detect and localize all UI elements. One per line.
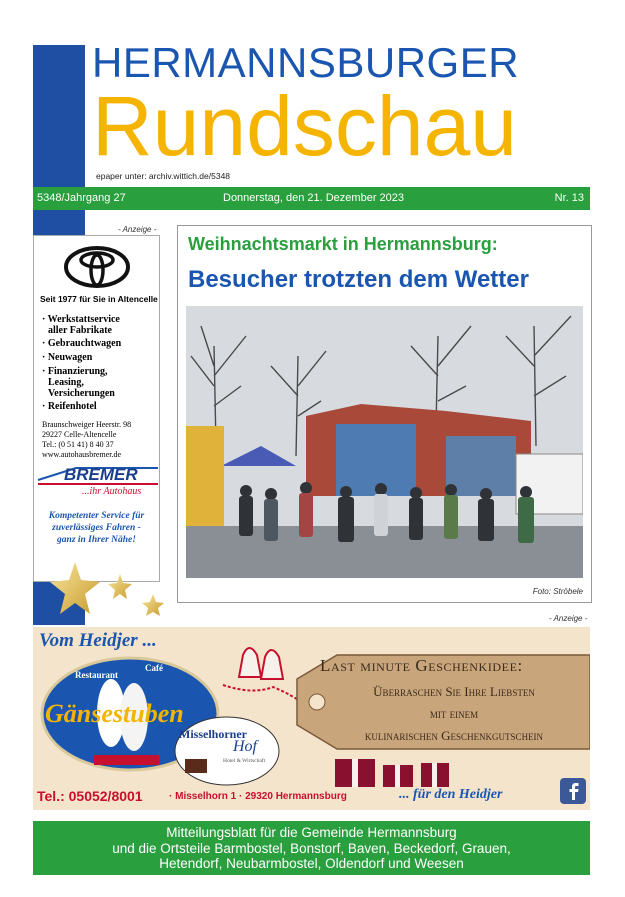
service-item: · Neuwagen [42,352,93,363]
footer-line: und die Ortsteile Barmbostel, Bonstorf, Baven, Beckedorf, Grauen, [112,840,511,856]
ad-misselhorner: Misselhorner [179,727,247,741]
ad-address: · Misselhorn 1 · 29320 Hermannsburg [169,791,347,802]
ad-autohaus-bremer[interactable] [33,235,160,582]
issue-info-bar [33,187,590,210]
issue-edition: 5348/Jahrgang 27 [37,192,126,204]
service-item: · Reifenhotel [42,401,97,412]
tag-line: kulinarischen Geschenkgutschein [364,728,544,743]
service-item: · Finanzierung, [42,366,108,377]
ad-gaensestuben-title: Gänsestuben [45,699,184,728]
ad-phone[interactable]: Tel.: 05052/8001 [37,788,143,804]
address-line: Tel.: (0 51 41) 8 40 37 [42,440,114,449]
slogan-line: ganz in Ihrer Nähe! [57,535,136,545]
issue-number: Nr. 13 [554,192,584,204]
gold-stars-icon [45,560,175,620]
bremer-brand: BREMER [64,465,138,484]
address-line: 29227 Celle-Altencelle [42,430,117,439]
masthead-title-line2: Rundschau [92,79,517,173]
misselhorner-hof-badge [173,715,281,787]
ad-cafe: Café [145,663,163,673]
christmas-market-photo [186,306,583,578]
ad-website[interactable]: www.autohausbremer.de [42,450,122,459]
ad-hof-sub: Hotel & Wirtschaft [223,758,266,764]
masthead-title-line1: HERMANNSBURGER [92,39,520,86]
service-item: · Gebrauchtwagen [42,338,122,349]
tag-line: mit einem [429,706,479,721]
issue-date: Donnerstag, den 21. Dezember 2023 [223,192,405,204]
footer-text [33,821,590,872]
toyota-logo-icon [64,246,130,288]
facebook-icon[interactable] [560,778,586,804]
article-kicker: Weihnachtsmarkt in Hermannsburg: [188,234,498,254]
article-headline: Besucher trotzten dem Wetter [188,266,529,293]
bremer-tagline: ...ihr Autohaus [82,486,142,497]
gift-boxes-icon [333,751,453,789]
slogan-line: zuverlässiges Fahren - [52,523,141,533]
photo-credit: Foto: Ströbele [532,587,583,596]
service-item: aller Fabrikate [48,325,112,336]
epaper-link[interactable]: epaper unter: archiv.wittich.de/5348 [96,171,231,181]
footer-bar [33,821,590,875]
ad-restaurant: Restaurant [75,670,118,680]
ad-hof: Hof [233,738,257,755]
ad-label-bottom: - Anzeige - [549,614,588,623]
footer-line: Mitteilungsblatt für die Gemeinde Hermannsburg [166,825,457,840]
ad-gaensestuben[interactable] [33,627,590,810]
ad-since: Seit 1977 für Sie in Altencelle [40,294,158,304]
tag-title: Last minute Geschenkidee: [320,656,523,675]
tag-line: Überraschen Sie Ihre Liebsten [373,684,535,699]
service-item: Versicherungen [48,388,115,399]
footer-line: Hetendorf, Neubarmbostel, Oldendorf und Weesen [159,856,464,871]
news-article[interactable] [177,225,592,603]
address-line: Braunschweiger Heerstr. 98 [42,420,132,429]
ad-fuer-heidjer: ... für den Heidjer [399,787,503,802]
ad-vom-heidjer: Vom Heidjer ... [39,630,157,651]
ad-label-left: - Anzeige - [118,225,157,234]
slogan-line: Kompetenter Service für [48,511,145,521]
service-item: Leasing, [48,377,84,388]
service-item: · Werkstattservice [42,314,120,325]
